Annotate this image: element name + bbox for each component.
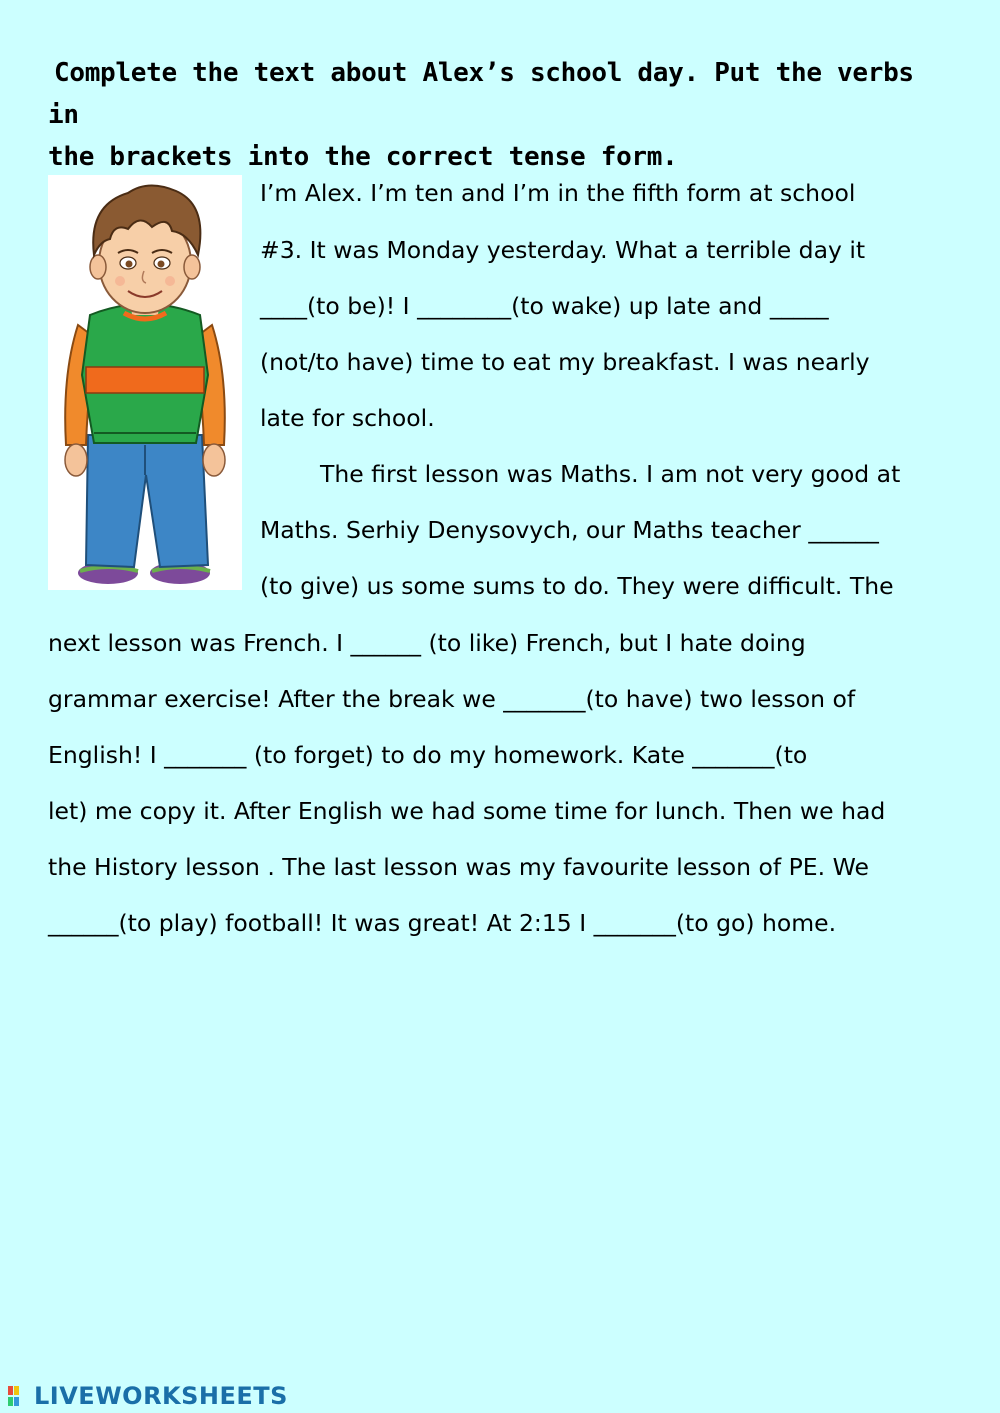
text-line: The first lesson was Maths. I am not very good at xyxy=(320,460,901,488)
text-line: late for school. xyxy=(260,404,435,432)
instructions-line-2: the brackets into the correct tense form. xyxy=(48,142,678,172)
text-line: #3. It was Monday yesterday. What a terrible day it xyxy=(260,236,866,264)
text-line: (to give) us some sums to do. They were difficult. The xyxy=(260,572,894,600)
text-line: ______(to play) football! It was great! At 2:15 I _______(to go) home. xyxy=(48,909,837,937)
text-line: grammar exercise! After the break we _______(to have) two lesson of xyxy=(48,685,856,713)
text-line: next lesson was French. I ______ (to like) French, but I hate doing xyxy=(48,629,806,657)
liveworksheets-logo xyxy=(8,1380,288,1412)
text-line: the History lesson . The last lesson was my favourite lesson of PE. We xyxy=(48,853,869,881)
text-line: let) me copy it. After English we had some time for lunch. Then we had xyxy=(48,797,886,825)
text-line: Maths. Serhiy Denysovych, our Maths teacher ______ xyxy=(260,516,879,544)
text-line: (not/to have) time to eat my breakfast. I was nearly xyxy=(260,348,870,376)
alex-illustration xyxy=(48,175,242,590)
liveworksheets-logo-icon xyxy=(8,1384,32,1408)
text-line: ____(to be)! I ________(to wake) up late and _____ xyxy=(260,292,829,320)
text-line: I’m Alex. I’m ten and I’m in the fifth form at school xyxy=(260,179,856,207)
logo-text: LIVEWORKSHEETS xyxy=(34,1382,288,1410)
instructions xyxy=(48,52,953,178)
text-line: English! I _______ (to forget) to do my homework. Kate _______(to xyxy=(48,741,808,769)
instructions-line-1: Complete the text about Alex’s school day. Put the verbs in xyxy=(48,58,914,130)
